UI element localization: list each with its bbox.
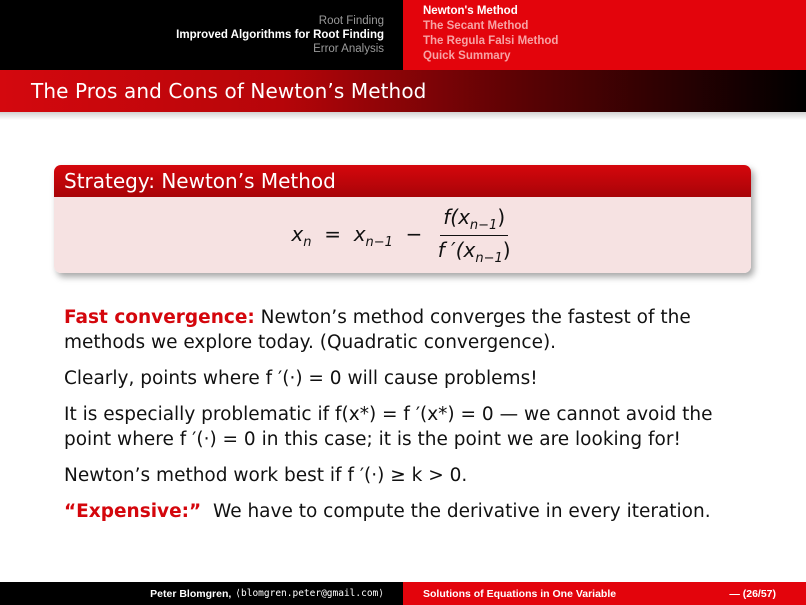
- subsection-link-secant-method[interactable]: The Secant Method: [423, 20, 529, 32]
- frame-title-bar: [0, 70, 806, 112]
- section-link-error-analysis[interactable]: Error Analysis: [313, 43, 384, 55]
- talk-title[interactable]: Solutions of Equations in One Variable: [423, 587, 617, 600]
- numerator-sub: n−1: [469, 217, 498, 233]
- formula-rhs-sub: n−1: [365, 234, 393, 250]
- formula-numerator: [440, 205, 508, 236]
- subsection-link-regula-falsi[interactable]: The Regula Falsi Method: [423, 35, 559, 47]
- denominator-sub: n−1: [475, 250, 503, 266]
- section-link-root-finding[interactable]: Root Finding: [318, 15, 384, 27]
- subsection-nav: [403, 0, 806, 70]
- subsection-link-newtons-method[interactable]: Newton's Method: [423, 5, 518, 17]
- formula-denominator: [435, 236, 514, 266]
- text-problems: Clearly, points where f ′(·) = 0 will cause problems!: [64, 368, 538, 389]
- paragraph-problematic: [64, 402, 764, 452]
- paragraph-fast-convergence: [64, 305, 764, 355]
- footer-author: [0, 582, 403, 605]
- header-navigation: [0, 0, 806, 70]
- footer: [0, 582, 806, 605]
- title-shadow: [0, 112, 806, 120]
- section-link-improved-algorithms[interactable]: Improved Algorithms for Root Finding: [176, 29, 384, 41]
- formula-rhs-var: x: [353, 221, 366, 246]
- formula-lhs: x: [291, 221, 304, 246]
- numerator-close: ): [497, 204, 506, 229]
- frame-title: The Pros and Cons of Newton’s Method: [31, 79, 427, 103]
- formula-expression: $x_n = x_{n-1}$ − $\frac{f(x_{n-1})}{f '(x_{n-1})}$: [291, 205, 513, 266]
- paragraph-work-best: [64, 463, 764, 488]
- paragraph-expensive: [64, 499, 764, 524]
- text-fast-convergence: Newton’s method converges the fastest of the methods we explore today. (Quadratic convergence).: [64, 307, 691, 353]
- text-expensive: We have to compute the derivative in every iteration.: [201, 501, 711, 522]
- section-nav: [0, 0, 403, 70]
- formula-lhs-sub: n: [303, 234, 312, 250]
- numerator-text: f(x: [443, 204, 470, 229]
- alert-expensive: “Expensive:”: [64, 501, 202, 522]
- paragraph-problems: [64, 366, 764, 391]
- denominator-text: f ′(x: [437, 237, 476, 262]
- denominator-close: ): [502, 237, 511, 262]
- text-problematic: It is especially problematic if f(x*) = f ′(x*) = 0 — we cannot avoid the point where f ′(·) = 0 in this case; it is the point we are looking for!: [64, 404, 713, 450]
- text-work-best: Newton’s method work best if f ′(·) ≥ k > 0.: [64, 465, 468, 486]
- page-number: — (26/57): [729, 587, 776, 600]
- newton-formula: [54, 197, 751, 273]
- subsection-link-quick-summary[interactable]: Quick Summary: [423, 50, 511, 62]
- formula-minus: −: [405, 221, 423, 246]
- author-email[interactable]: ⟨blomgren.peter@gmail.com⟩: [235, 588, 384, 599]
- block-title: Strategy: Newton’s Method: [54, 165, 751, 197]
- alert-fast-convergence: Fast convergence:: [64, 307, 255, 328]
- footer-title: [403, 582, 806, 605]
- author-name: Peter Blomgren,: [150, 587, 232, 600]
- strategy-block: [54, 165, 751, 273]
- formula-fraction: [435, 205, 514, 266]
- slide-content: [64, 305, 764, 535]
